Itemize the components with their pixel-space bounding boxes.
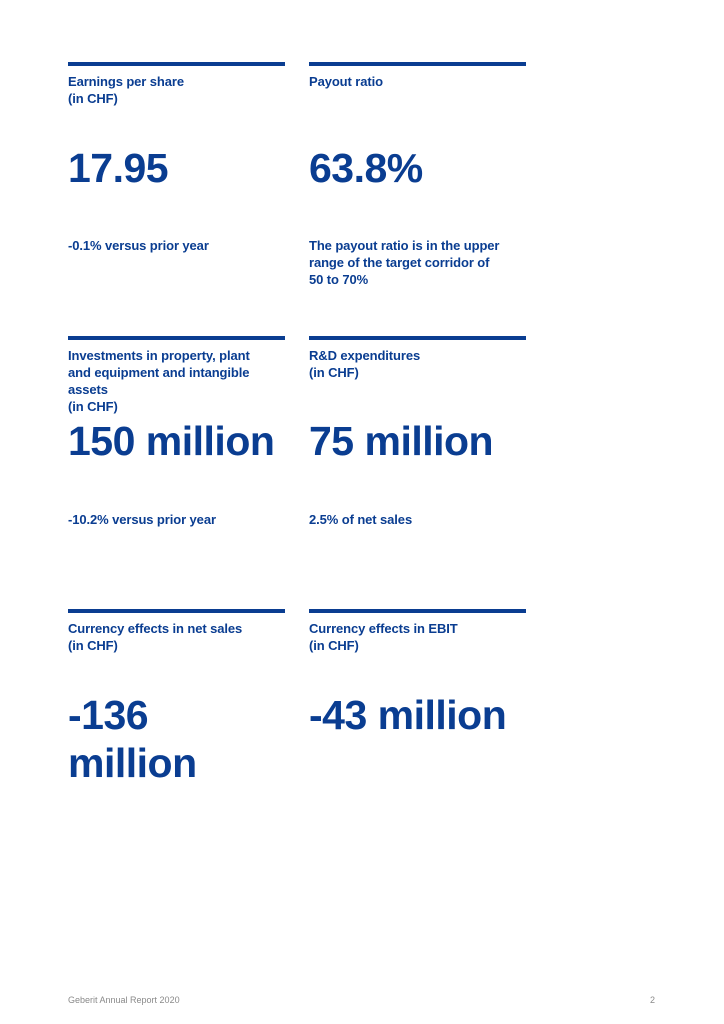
kpi-investments <box>68 336 285 556</box>
section-rule <box>309 609 526 613</box>
kpi-label: Investments in property, plant and equipment and intangible assets (in CHF) <box>68 348 250 414</box>
kpi-currency-effects-net-sales <box>68 609 285 809</box>
kpi-label: Payout ratio <box>309 74 383 89</box>
kpi-label: Earnings per share (in CHF) <box>68 74 184 106</box>
kpi-label: R&D expenditures (in CHF) <box>309 348 421 380</box>
kpi-label: Currency effects in EBIT (in CHF) <box>309 621 458 653</box>
kpi-value: 17.95 <box>68 145 169 191</box>
kpi-note: 2.5% of net sales <box>309 512 413 527</box>
section-rule <box>68 336 285 340</box>
kpi-value: 75 million <box>309 418 494 464</box>
kpi-payout-ratio <box>309 62 526 302</box>
kpi-value: -136 million <box>68 692 197 786</box>
kpi-value: 63.8% <box>309 145 423 191</box>
section-rule <box>309 62 526 66</box>
kpi-note: -10.2% versus prior year <box>68 512 216 527</box>
kpi-earnings-per-share <box>68 62 285 302</box>
kpi-note: -0.1% versus prior year <box>68 238 209 253</box>
page-number: 2 <box>650 995 656 1005</box>
kpi-note: The payout ratio is in the upper range of the target corridor of 50 to 70% <box>309 238 500 287</box>
section-rule <box>68 62 285 66</box>
kpi-rd-expenditures <box>309 336 526 556</box>
kpi-value: -43 million <box>309 692 507 738</box>
section-rule <box>309 336 526 340</box>
kpi-value: 150 million <box>68 418 275 464</box>
section-rule <box>68 609 285 613</box>
footer-report-title: Geberit Annual Report 2020 <box>68 995 180 1005</box>
kpi-label: Currency effects in net sales (in CHF) <box>68 621 243 653</box>
kpi-currency-effects-ebit <box>309 609 526 809</box>
